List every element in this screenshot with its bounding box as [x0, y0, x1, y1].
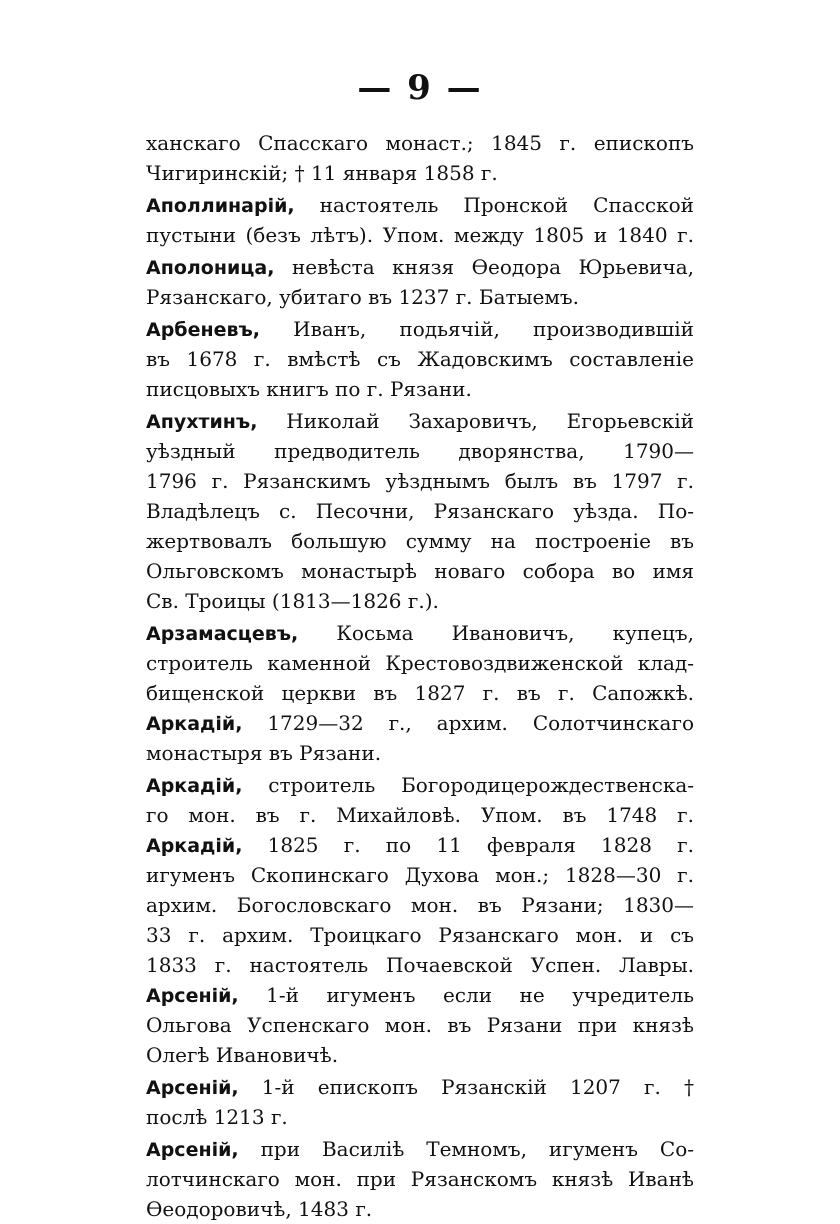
- entry-line: Св. Троицы (1813—1826 г.).: [146, 589, 439, 613]
- entry-continuation: [146, 128, 694, 188]
- entry-line: жертвовалъ большую сумму на построеніе въ: [146, 529, 694, 553]
- entry-line: строитель Богородицерождественска-: [242, 773, 694, 797]
- entry-headword: Аполлинарій,: [146, 195, 295, 217]
- entry-line: монастыря въ Рязани.: [146, 741, 382, 765]
- entry-line: писцовыхъ книгъ по г. Рязани.: [146, 377, 472, 401]
- entry-line: Ольговскомъ монастырѣ новаго собора во имя: [146, 559, 694, 583]
- entry-apukhtin: [146, 406, 694, 616]
- entry-line: го мон. въ г. Михайловѣ. Упом. въ 1748 г.: [146, 803, 694, 827]
- entry-headword: Арбеневъ,: [146, 319, 260, 341]
- entry-line: лотчинскаго мон. при Рязанскомъ князѣ Иванѣ: [146, 1167, 694, 1191]
- entry-arseniy-1: [146, 980, 694, 1070]
- entry-arseniy-3: [146, 1134, 694, 1224]
- entry-line: 1-й игуменъ если не учредитель: [238, 983, 694, 1007]
- entry-line: Владѣлецъ с. Песочни, Рязанскаго уѣзда. По-: [146, 499, 694, 523]
- entry-line: 1729—32 г., архим. Солотчинскаго: [242, 711, 694, 735]
- entry-headword: Арсеній,: [146, 1139, 239, 1161]
- entry-line: Чигиринскій; † 11 января 1858 г.: [146, 161, 498, 185]
- entry-line: игуменъ Скопинскаго Духова мон.; 1828—30 г.: [146, 863, 694, 887]
- entry-headword: Арсеній,: [146, 1077, 239, 1099]
- entry-line: 1825 г. по 11 февраля 1828 г.: [242, 833, 694, 857]
- entry-headword: Арзамасцевъ,: [146, 623, 299, 645]
- entry-line: Косьма Ивановичъ, купецъ,: [298, 621, 694, 645]
- entry-line: архим. Богословскаго мон. въ Рязани; 1830—: [146, 893, 694, 917]
- entry-arkadiy-2: [146, 770, 694, 830]
- entry-line: Иванъ, подьячій, производившій: [260, 317, 694, 341]
- entry-line: 1796 г. Рязанскимъ уѣзднымъ былъ въ 1797 г.: [146, 469, 694, 493]
- entry-line: 1833 г. настоятель Почаевской Успен. Лавры.: [146, 953, 694, 977]
- entry-headword: Аркадій,: [146, 835, 243, 857]
- page-number: — 9 —: [357, 68, 483, 108]
- entry-line: строитель каменной Крестовоздвиженской клад-: [146, 651, 694, 675]
- entry-headword: Арсеній,: [146, 985, 239, 1007]
- entry-line: Олегѣ Ивановичѣ.: [146, 1043, 339, 1067]
- entry-apolonitsa: [146, 252, 694, 312]
- entry-line: уѣздный предводитель дворянства, 1790—: [146, 439, 694, 463]
- entry-headword: Апухтинъ,: [146, 411, 258, 433]
- entry-line: пустыни (безъ лѣтъ). Упом. между 1805 и 1840 г.: [146, 223, 694, 247]
- entry-arseniy-2: [146, 1072, 694, 1132]
- entry-arkadiy-3: [146, 830, 694, 980]
- entry-line: бищенской церкви въ 1827 г. въ г. Сапожкѣ.: [146, 681, 694, 705]
- entry-line: Рязанскаго, убитаго въ 1237 г. Батыемъ.: [146, 285, 579, 309]
- entry-arkadiy-1: [146, 708, 694, 768]
- dictionary-entries: [146, 128, 694, 1224]
- entry-line: при Василіѣ Темномъ, игуменъ Со-: [238, 1137, 694, 1161]
- entry-line: въ 1678 г. вмѣстѣ съ Жадовскимъ составленіе: [146, 347, 694, 371]
- entry-headword: Аркадій,: [146, 713, 243, 735]
- entry-line: настоятель Пронской Спасской: [294, 193, 694, 217]
- entry-headword: Аполоница,: [146, 257, 275, 279]
- entry-line: ханскаго Спасскаго монаст.; 1845 г. епископъ: [146, 131, 694, 155]
- entry-line: Ѳеодоровичѣ, 1483 г.: [146, 1197, 373, 1221]
- entry-line: Ольгова Успенскаго мон. въ Рязани при князѣ: [146, 1013, 694, 1037]
- entry-apollinariy: [146, 190, 694, 250]
- entry-arzamastsev: [146, 618, 694, 708]
- entry-line: невѣста князя Ѳеодора Юрьевича,: [274, 255, 694, 279]
- entry-headword: Аркадій,: [146, 775, 243, 797]
- entry-line: послѣ 1213 г.: [146, 1105, 288, 1129]
- entry-line: Николай Захаровичъ, Егорьевскій: [257, 409, 694, 433]
- entry-line: 33 г. архим. Троицкаго Рязанскаго мон. и съ: [146, 923, 694, 947]
- entry-line: 1-й епископъ Рязанскій 1207 г. †: [238, 1075, 694, 1099]
- entry-arbenev: [146, 314, 694, 404]
